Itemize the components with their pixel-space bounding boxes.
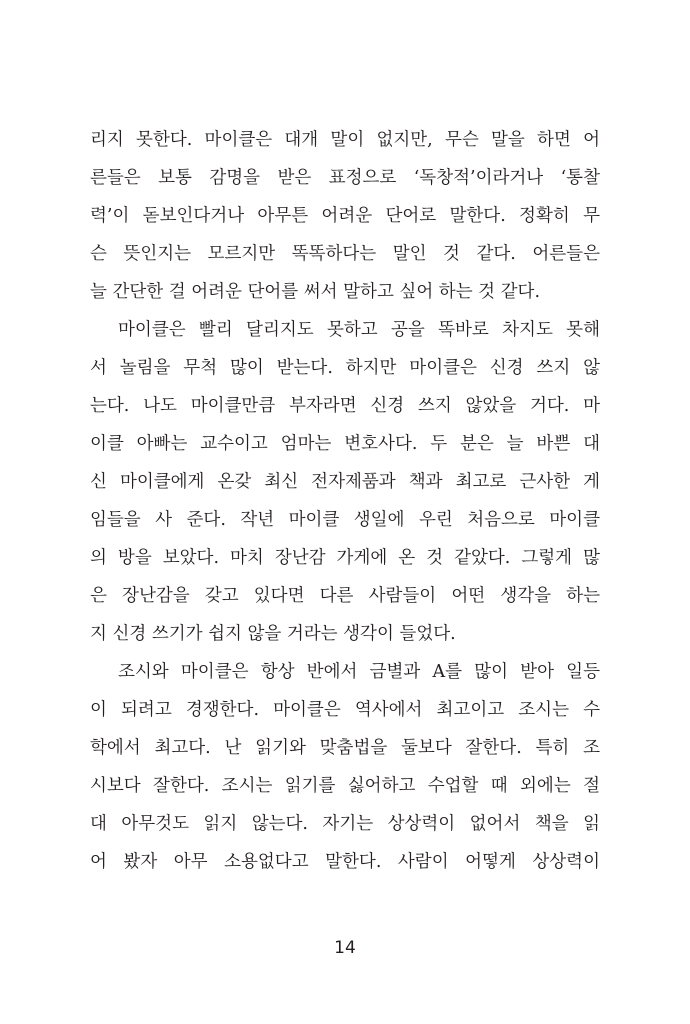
text-line: 신 마이클에게 온갖 최신 전자제품과 책과 최고로 근사한 게 <box>90 472 600 492</box>
text-line: 이클 아빠는 교수이고 엄마는 변호사다. 두 분은 늘 바쁜 대 <box>90 434 600 454</box>
text-line: 슨 뜻인지는 모르지만 똑똑하다는 말인 것 같다. 어른들은 <box>90 244 600 264</box>
text-line: 서 놀림을 무척 많이 받는다. 하지만 마이클은 신경 쓰지 않 <box>90 358 600 378</box>
text-line: 른들은 보통 감명을 받은 표정으로 ‘독창적’이라거나 ‘통찰 <box>90 168 600 188</box>
text-line: 시보다 잘한다. 조시는 읽기를 싫어하고 수업할 때 외에는 절 <box>90 776 600 796</box>
text-line: 은 장난감을 갖고 있다면 다른 사람들이 어떤 생각을 하는 <box>90 586 600 606</box>
text-line: 늘 간단한 걸 어려운 단어를 써서 말하고 싶어 하는 것 같다. <box>90 282 541 302</box>
text-line: 임들을 사 준다. 작년 마이클 생일에 우린 처음으로 마이클 <box>90 510 600 530</box>
text-line: 이 되려고 경쟁한다. 마이클은 역사에서 최고이고 조시는 수 <box>90 700 600 720</box>
page-number: 14 <box>334 938 356 958</box>
paragraph-start-line: 조시와 마이클은 항상 반에서 금별과 A를 많이 받아 일등 <box>118 662 600 682</box>
text-line: 의 방을 보았다. 마치 장난감 가게에 온 것 같았다. 그렇게 많 <box>90 548 600 568</box>
text-line: 학에서 최고다. 난 읽기와 맞춤법을 둘보다 잘한다. 특히 조 <box>90 738 600 758</box>
text-line: 지 신경 쓰기가 쉽지 않을 거라는 생각이 들었다. <box>90 624 456 644</box>
text-line: 리지 못한다. 마이클은 대개 말이 없지만, 무슨 말을 하면 어 <box>90 130 600 150</box>
text-line: 어 봤자 아무 소용없다고 말한다. 사람이 어떻게 상상력이 <box>90 852 600 872</box>
paragraph-start-line: 마이클은 빨리 달리지도 못하고 공을 똑바로 차지도 못해 <box>118 320 600 340</box>
text-line: 대 아무것도 읽지 않는다. 자기는 상상력이 없어서 책을 읽 <box>90 814 600 834</box>
text-line: 력’이 돋보인다거나 아무튼 어려운 단어로 말한다. 정확히 무 <box>90 206 600 226</box>
text-line: 는다. 나도 마이클만큼 부자라면 신경 쓰지 않았을 거다. 마 <box>90 396 600 416</box>
